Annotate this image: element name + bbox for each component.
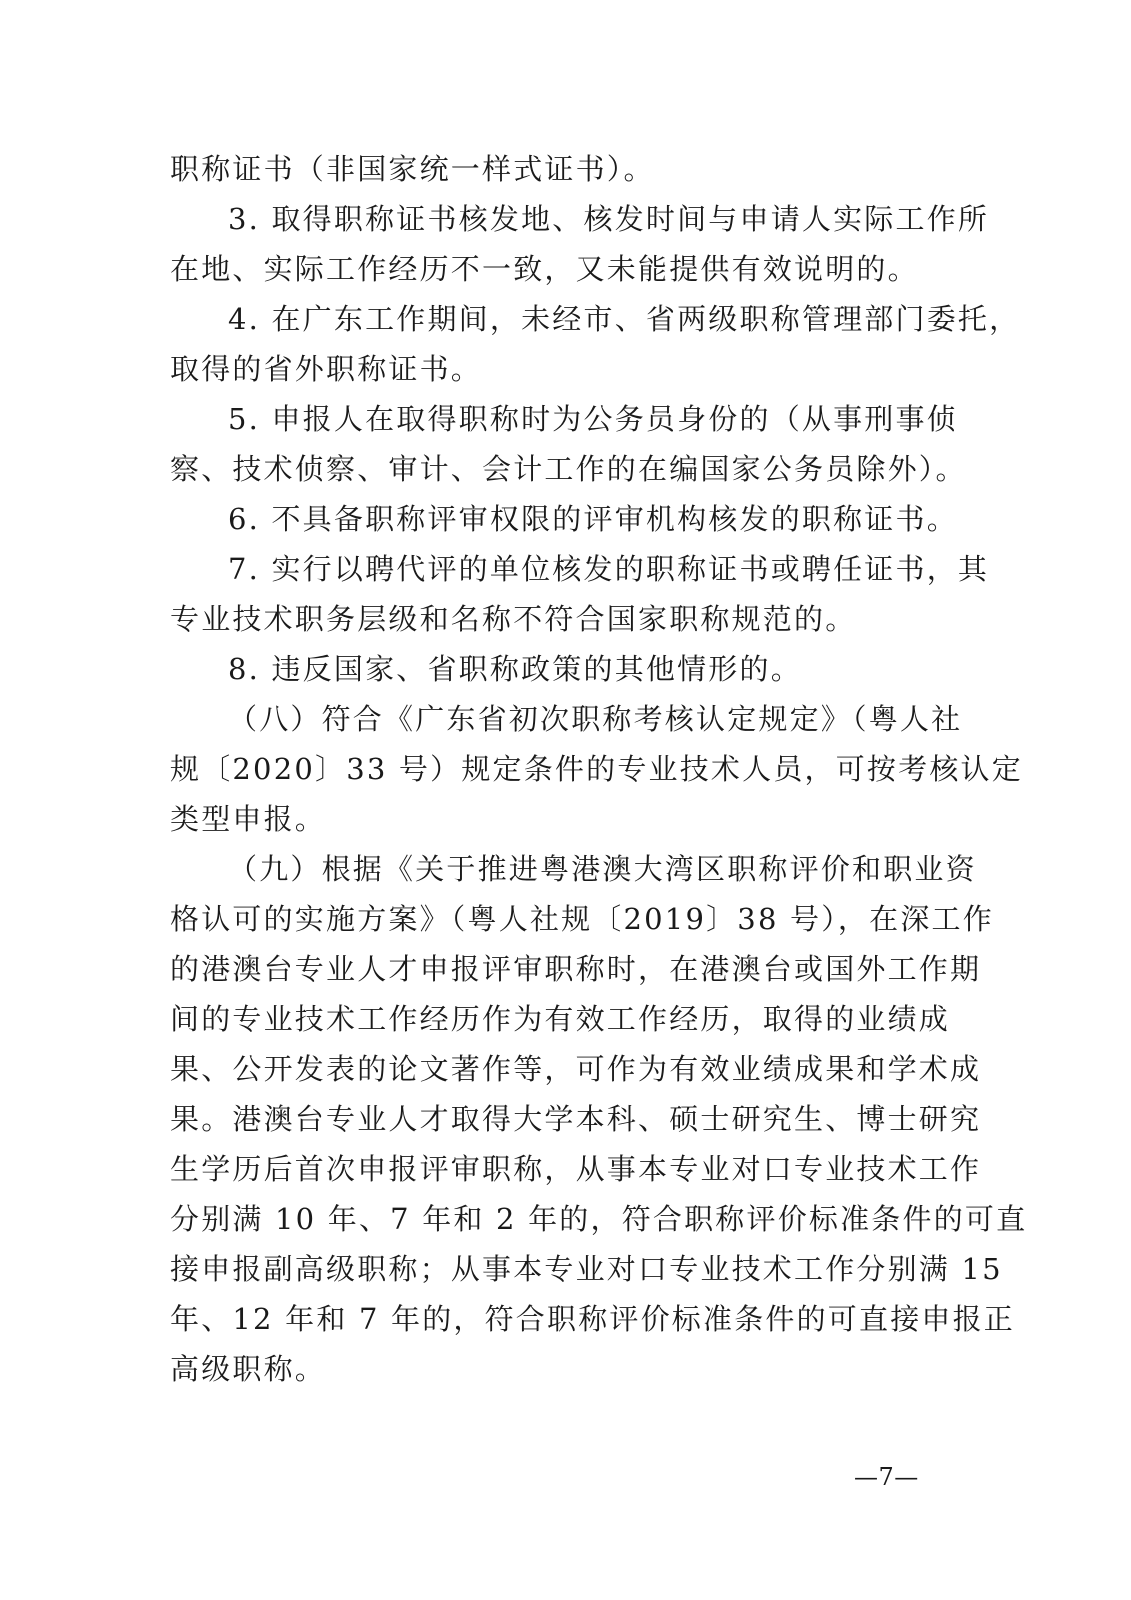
text-line: 4. 在广东工作期间，未经市、省两级职称管理部门委托， xyxy=(228,302,1021,336)
text-line: 的港澳台专业人才申报评审职称时，在港澳台或国外工作期 xyxy=(170,952,982,986)
text-line: 取得的省外职称证书。 xyxy=(170,352,483,386)
text-line: 果、公开发表的论文著作等，可作为有效业绩成果和学术成 xyxy=(170,1052,982,1086)
page-number: —7— xyxy=(854,1463,919,1491)
text-line: 专业技术职务层级和名称不符合国家职称规范的。 xyxy=(170,602,857,636)
text-line: 在地、实际工作经历不一致，又未能提供有效说明的。 xyxy=(170,252,919,286)
text-line: 类型申报。 xyxy=(170,802,327,836)
text-line: 年、12 年和 7 年的，符合职称评价标准条件的可直接申报正 xyxy=(170,1302,1016,1336)
text-line: 生学历后首次申报评审职称，从事本专业对口专业技术工作 xyxy=(170,1152,982,1186)
text-line: 分别满 10 年、7 年和 2 年的，符合职称评价标准条件的可直 xyxy=(170,1202,1028,1236)
text-line: 7. 实行以聘代评的单位核发的职称证书或聘任证书，其 xyxy=(228,552,990,586)
text-line: 高级职称。 xyxy=(170,1352,327,1386)
text-line: 6. 不具备职称评审权限的评审机构核发的职称证书。 xyxy=(228,502,958,536)
body-text xyxy=(170,144,1028,1394)
text-line: 果。港澳台专业人才取得大学本科、硕士研究生、博士研究 xyxy=(170,1102,982,1136)
text-line: 格认可的实施方案》（粤人社规〔2019〕38 号），在深工作 xyxy=(170,902,994,936)
text-line: 3. 取得职称证书核发地、核发时间与申请人实际工作所 xyxy=(228,202,990,236)
text-line: 规〔2020〕33 号）规定条件的专业技术人员，可按考核认定 xyxy=(170,752,1023,786)
text-line: 5. 申报人在取得职称时为公务员身份的（从事刑事侦 xyxy=(228,402,958,436)
text-line: 间的专业技术工作经历作为有效工作经历，取得的业绩成 xyxy=(170,1002,951,1036)
text-line: 职称证书（非国家统一样式证书）。 xyxy=(170,152,655,186)
text-line: 8. 违反国家、省职称政策的其他情形的。 xyxy=(228,652,802,686)
text-line: 接申报副高级职称；从事本专业对口专业技术工作分别满 15 xyxy=(170,1252,1003,1286)
text-line: 察、技术侦察、审计、会计工作的在编国家公务员除外）。 xyxy=(170,452,967,486)
text-line: （八）符合《广东省初次职称考核认定规定》（粤人社 xyxy=(228,702,963,736)
text-line: （九）根据《关于推进粤港澳大湾区职称评价和职业资 xyxy=(228,852,977,886)
